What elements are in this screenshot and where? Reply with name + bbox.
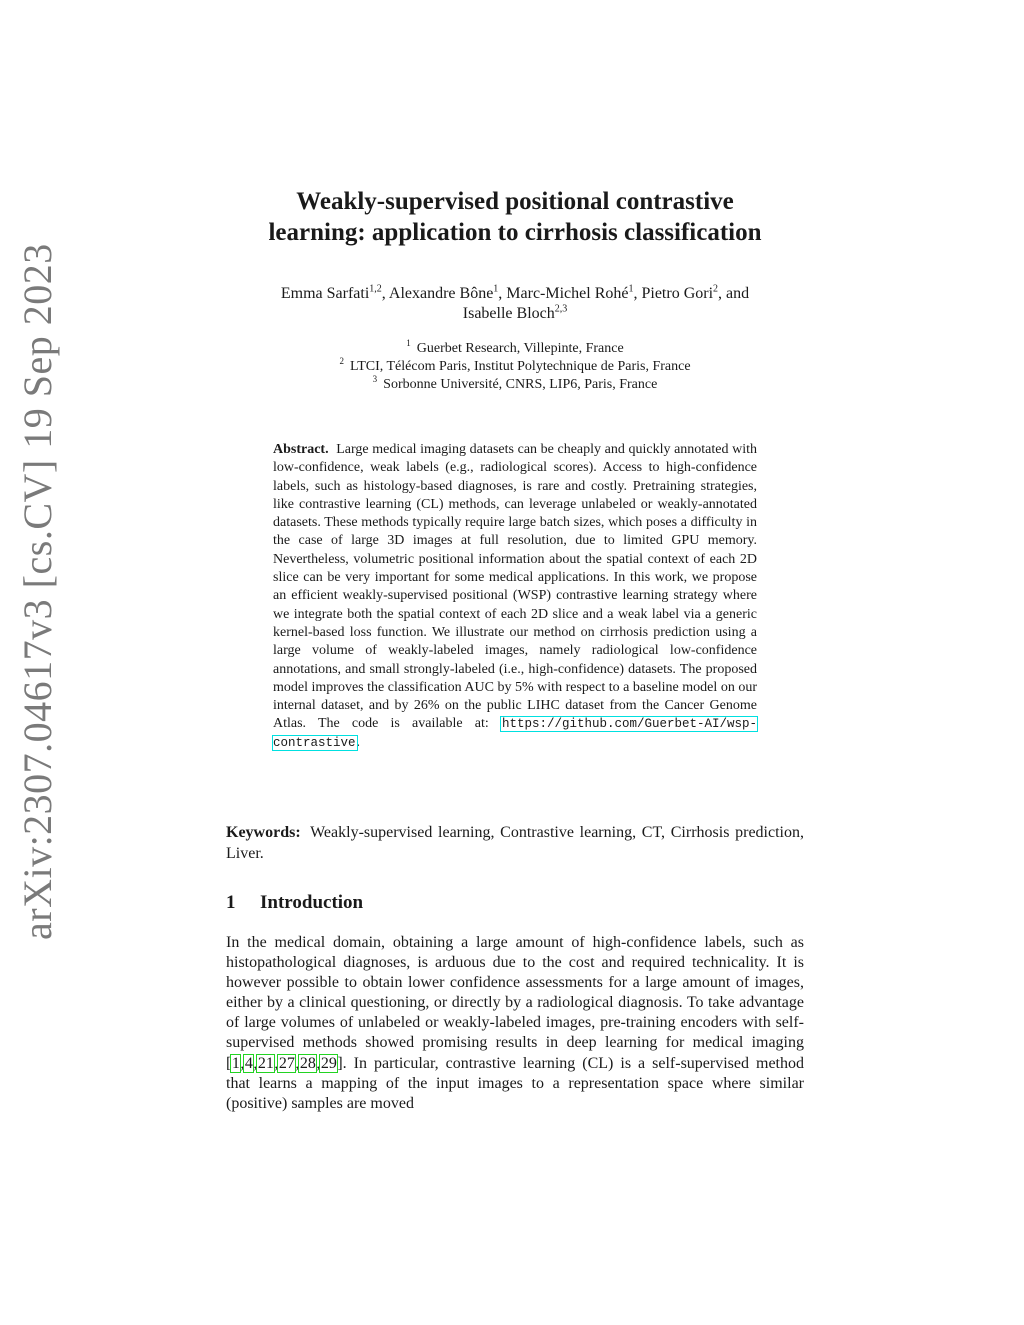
citation-link[interactable]: 21	[257, 1054, 274, 1072]
keywords-heading: Keywords:	[226, 824, 301, 841]
keywords	[226, 822, 804, 864]
citation-link[interactable]: 4	[244, 1054, 253, 1072]
author-name: Pietro Gori	[641, 285, 714, 302]
author-affil-mark: 2	[713, 283, 719, 295]
author-name: Emma Sarfati	[280, 285, 370, 302]
abstract-text: Large medical imaging datasets can be cheaply and quickly annotated with low-confidence, weak labels (e.g., radiological scores). Access to high-confidence labels, such as histology-based diagnoses, is rare and costly. Pretraining strategies, like contrastive learning (CL) methods, can leverage unlabeled or weakly-annotated datasets. These methods typically require large batch sizes, which poses a difficulty in the case of large 3D images at full resolution, due to limited GPU memory. Nevertheless, volumetric positional information about the spatial context of each 2D slice can be very important for some medical applications. In this work, we propose an efficient weakly-supervised positional (WSP) contrastive learning strategy where we integrate both the spatial context of each 2D slice and a weak label via a generic kernel-based loss function. We illustrate our method on cirrhosis prediction using a large volume of weakly-labeled images, namely radiological low-confidence annotations, and small strongly-labeled (i.e., high-confidence) datasets. The proposed model improves the classification AUC by 5% with respect to a baseline model on our internal dataset, and by 26% on the public LIHC dataset from the Cancer Genome Atlas. The code is available at:	[273, 442, 758, 732]
abstract-heading: Abstract.	[273, 442, 329, 457]
title-line-2: learning: application to cirrhosis classification	[268, 219, 762, 246]
title-line-1: Weakly-supervised positional contrastive	[296, 188, 734, 215]
affiliation-text: Sorbonne Université, CNRS, LIP6, Paris, France	[383, 377, 658, 392]
arxiv-identifier[interactable]: arXiv:2307.04617v3 [cs.CV] 19 Sep 2023	[15, 243, 60, 940]
section-heading	[226, 892, 363, 914]
author-name: Alexandre Bône	[388, 285, 494, 302]
affiliation	[220, 340, 810, 358]
citation-link[interactable]: 1	[231, 1054, 240, 1072]
affiliation-mark: 1	[406, 338, 411, 349]
author-affil-mark: 1,2	[369, 283, 382, 295]
citation-group: [1,4,21,27,28,29]	[226, 1054, 343, 1072]
citation-link[interactable]: 27	[278, 1054, 295, 1072]
author-affil-mark: 1	[628, 283, 634, 295]
intro-text-continued: . In particular, contrastive learning (CL) is a self-supervised method that learns a mapping of the input images to a representation space where similar (positive) samples are moved	[226, 1054, 804, 1112]
affiliation-mark: 3	[372, 374, 378, 385]
section-title: Introduction	[260, 892, 364, 913]
keywords-text: Weakly-supervised learning, Contrastive learning, CT, Cirrhosis prediction, Liver.	[226, 824, 804, 862]
introduction-paragraph	[226, 933, 804, 1114]
author-name: Marc-Michel Rohé	[506, 285, 629, 302]
citation-link[interactable]: 29	[320, 1054, 337, 1072]
affiliation-text: Guerbet Research, Villepinte, France	[416, 341, 624, 356]
author-list: Emma Sarfati$^{1,2}$, Alexandre Bône$^1$, Marc-Michel Rohé$^1$, Pietro Gori$^2$, and Isabelle Bloch$^{2,3}$	[280, 283, 750, 322]
author-name: Isabelle Bloch	[462, 305, 555, 322]
affiliation-text: LTCI, Télécom Paris, Institut Polytechnique de Paris, France	[349, 359, 691, 374]
paper-title	[220, 186, 810, 248]
code-repository-link[interactable]: https://github.com/Guerbet-AI/wsp-contrastive	[273, 717, 757, 750]
affiliation-list	[220, 340, 810, 394]
authors-conjunction: and	[726, 285, 750, 302]
affiliation	[220, 376, 810, 394]
author-affil-mark: 2,3	[554, 303, 568, 315]
section-number: 1	[226, 892, 236, 913]
affiliation-mark: 2	[339, 356, 344, 367]
abstract-end-punct: .	[356, 734, 361, 750]
abstract	[273, 441, 757, 752]
intro-text: In the medical domain, obtaining a large amount of high-confidence labels, such as histopathological diagnoses, is arduous due to the cost and required technicality. It is however possible to obtain lower confidence assessments for a large amount of images, either by a clinical questioning, or directly by a radiological diagnosis. To take advantage of large volumes of unlabeled or weakly-labeled images, pre-training encoders with self-supervised methods showed promising results in deep learning for medical imaging	[226, 934, 804, 1052]
affiliation	[220, 358, 810, 376]
author-affil-mark: 1	[493, 283, 499, 295]
citation-link[interactable]: 28	[299, 1054, 316, 1072]
